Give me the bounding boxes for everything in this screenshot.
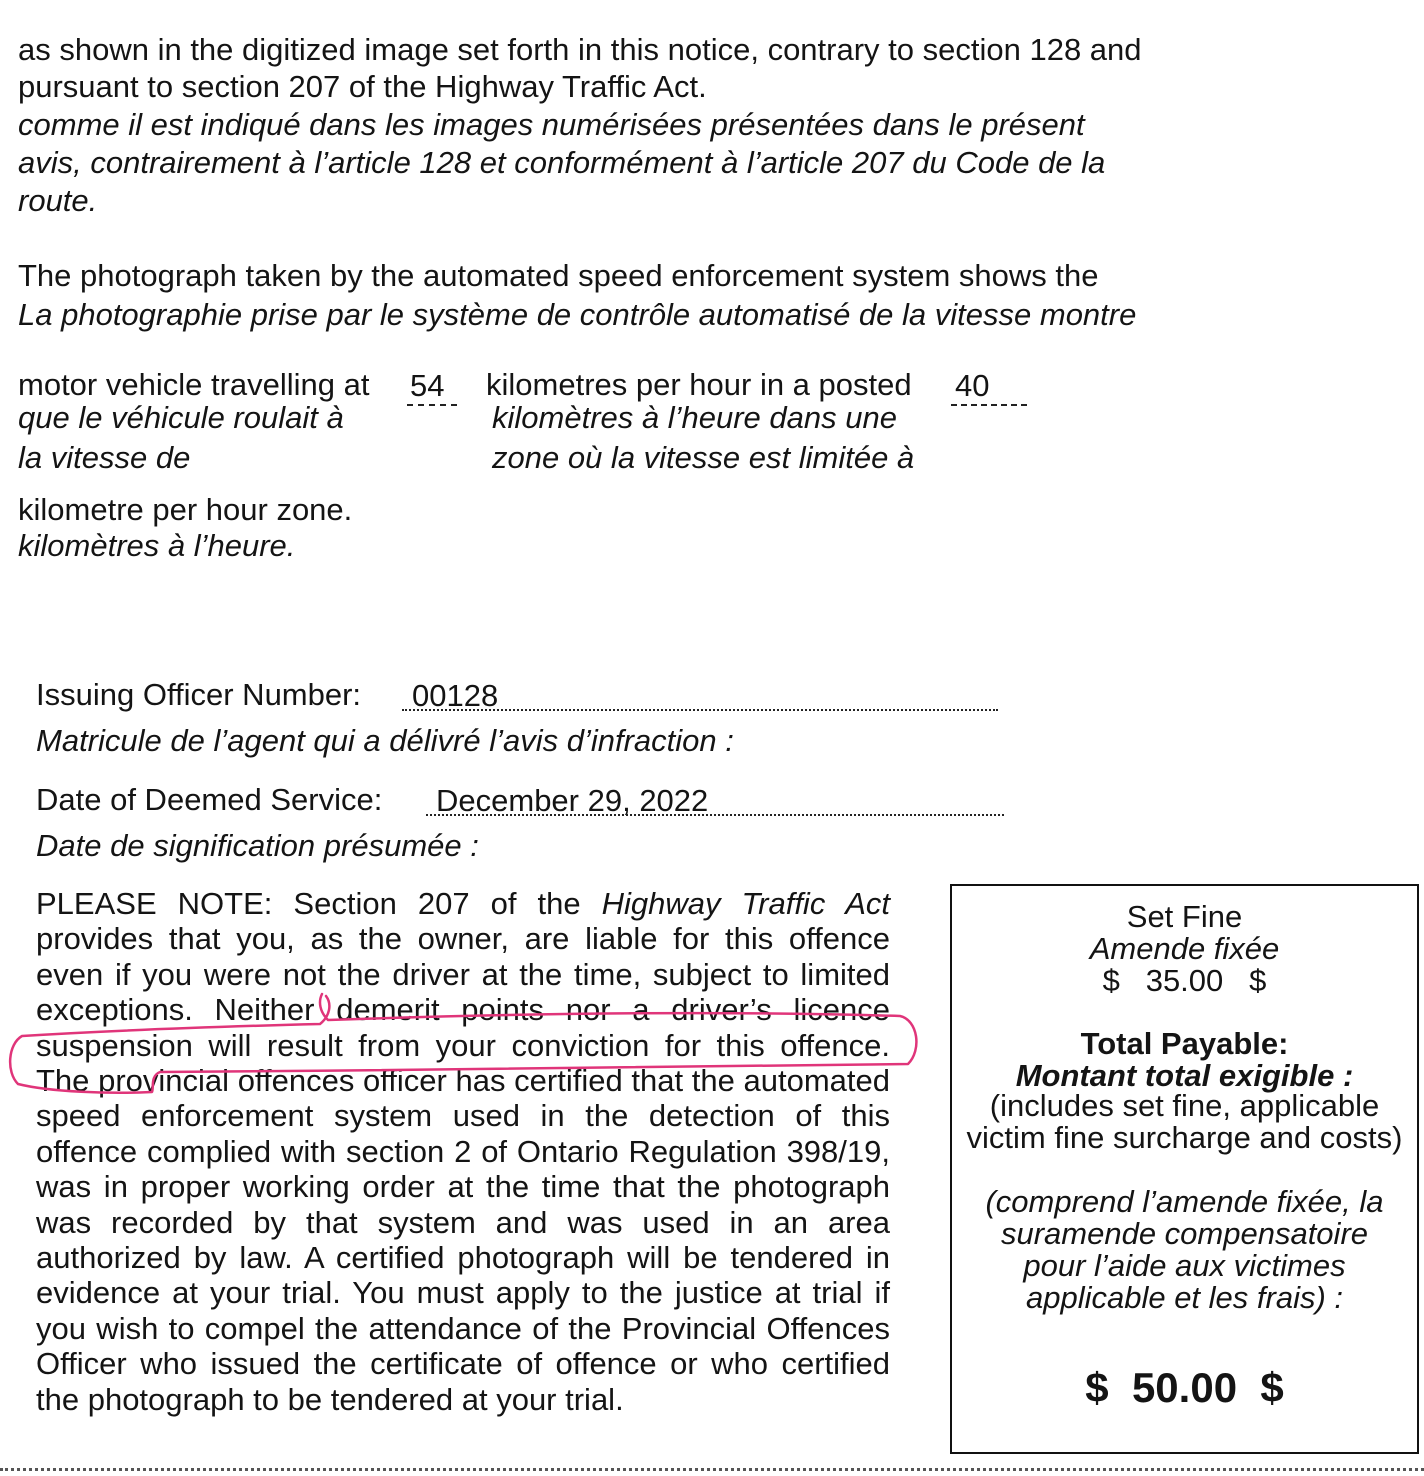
service-label-en: Date of Deemed Service: [36,782,383,817]
total-payable-label-fr: Montant total exigible : [1015,1058,1354,1093]
pink-annotation-outline [0,980,930,1100]
travel-label-fr-1: que le véhicule roulait à [18,400,344,435]
photo-fr: La photographie prise par le système de contrôle automatisé de la vitesse montre [18,297,1137,332]
note-part1: PLEASE NOTE: Section 207 of the [36,886,602,921]
officer-label-en: Issuing Officer Number: [36,677,362,712]
limit-underline [951,404,1027,406]
service-underline [426,814,1004,816]
page-bottom-edge [0,1468,1424,1471]
includes-note-fr: (comprend l’amende fixée, la suramende compensatoire pour l’aide aux victimes applicable et les frais) : [985,1184,1384,1315]
speed-underline [407,404,457,406]
note-act-title: Highway Traffic Act [601,886,890,921]
note-part2: provides that you, as the owner, are liable for this offence even if you were not the driver at the time, subject to limited exceptions. [36,921,890,1028]
set-fine-label-en: Set Fine [1126,899,1243,934]
posted-label-fr-2: zone où la vitesse est limitée à [492,440,915,475]
total-payable-label-en: Total Payable: [1080,1026,1289,1061]
intro-fr-line3: route. [18,183,98,218]
photo-en: The photograph taken by the automated speed enforcement system shows the [18,258,1099,293]
travel-label-en: motor vehicle travelling at [18,367,370,402]
intro-en-line1: as shown in the digitized image set forth in this notice, contrary to section 128 and [18,32,1142,67]
fine-summary-box [950,884,1419,1454]
service-label-fr: Date de signification présumée : [36,828,479,863]
set-fine-amount: $ 35.00 $ [1102,963,1267,998]
set-fine-label-fr: Amende fixée [1089,931,1280,966]
travel-label-fr-2: la vitesse de [18,440,191,475]
includes-note-en: (includes set fine, applicable victim fine surcharge and costs) [966,1088,1403,1155]
note-part3: The provincial offences officer has certified that the automated speed enforcement system used in the detection of this offence complied with section 2 of Ontario Regulation 398/19, was in proper working order at the time that the photograph was recorded by that system and was used in an area authorized by law. A certified photograph will be tendered in evidence at your trial. You must apply to the justice at trial if you wish to compel the attendance of the Provincial Offences Officer who issued the certificate of offence or who certified the photograph to be tendered at your trial. [36,1063,890,1417]
intro-fr-line2: avis, contrairement à l’article 128 et conformément à l’article 207 du Code de la [18,145,1106,180]
officer-label-fr: Matricule de l’agent qui a délivré l’avis d’infraction : [36,723,734,758]
recorded-speed-value: 54 [410,368,445,403]
deemed-service-date-value: December 29, 2022 [436,783,709,818]
zone-label-fr: kilomètres à l’heure. [18,528,296,563]
officer-underline [402,709,998,711]
note-highlighted-sentence: Neither demerit points nor a driver’s licence suspension will result from your conviction for this offence. [36,992,890,1063]
intro-fr-line1: comme il est indiqué dans les images numérisées présentées dans le présent [18,107,1085,142]
posted-limit-value: 40 [955,368,990,403]
intro-en-line2: pursuant to section 207 of the Highway Traffic Act. [18,69,707,104]
posted-label-en: kilometres per hour in a posted [486,367,912,402]
please-note-paragraph [36,886,890,1417]
officer-number-value: 00128 [412,678,499,713]
total-payable-amount: $ 50.00 $ [1085,1364,1284,1411]
zone-label-en: kilometre per hour zone. [18,492,353,527]
posted-label-fr-1: kilomètres à l’heure dans une [492,400,897,435]
